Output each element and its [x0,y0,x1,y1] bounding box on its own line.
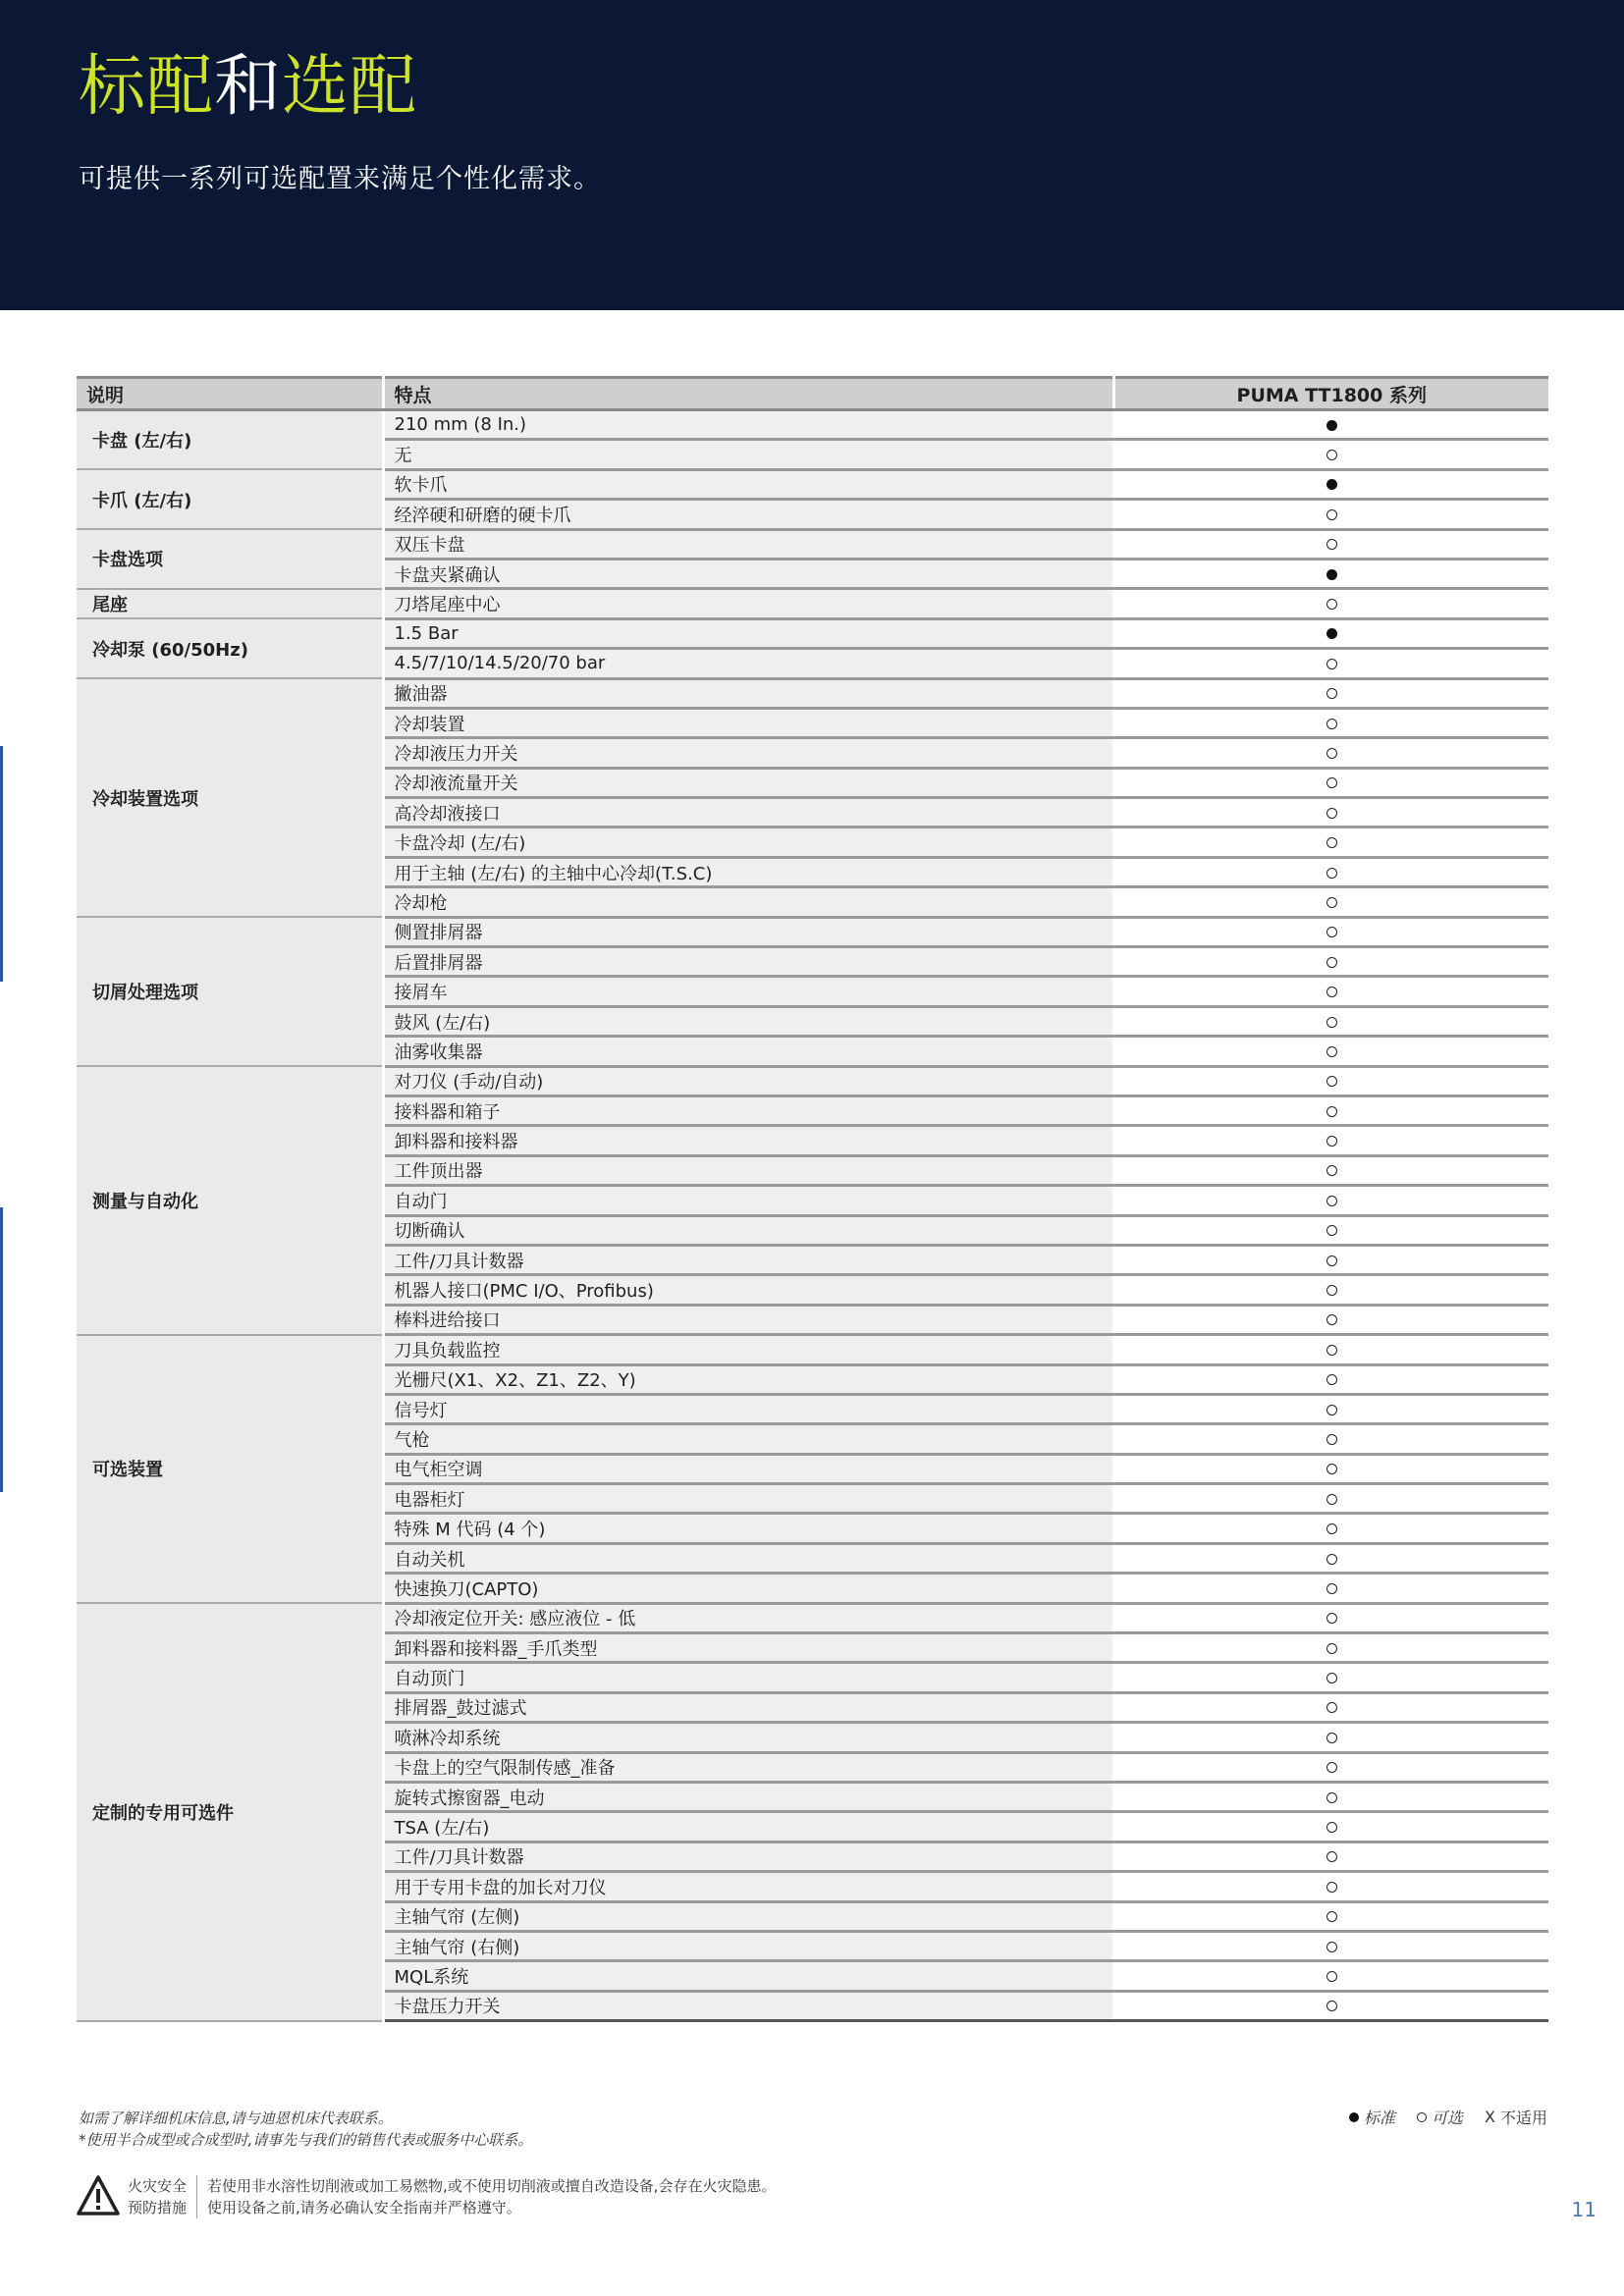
feature-cell: 旋转式擦窗器_电动 [383,1782,1113,1811]
availability-cell [1113,798,1548,828]
optional-circle-icon [1326,777,1337,788]
optional-circle-icon [1326,1971,1337,1982]
standard-dot-icon [1326,479,1337,490]
optional-circle-icon [1326,1554,1337,1565]
feature-cell: 工件/刀具计数器 [383,1245,1113,1274]
feature-cell: 喷淋冷却系统 [383,1723,1113,1752]
optional-circle-icon [1326,1673,1337,1683]
optional-circle-icon [1326,688,1337,699]
feature-cell: 冷却装置 [383,708,1113,737]
availability-cell [1113,410,1548,440]
availability-cell [1113,1037,1548,1066]
optional-circle-icon [1326,539,1337,550]
group-label: 定制的专用可选件 [77,1603,383,2020]
feature-cell: 卸料器和接料器 [383,1126,1113,1155]
table-row [77,1066,1548,1095]
availability-cell [1113,1931,1548,1960]
availability-cell [1113,738,1548,768]
warning-label: 火灾安全 预防措施 [128,2175,197,2218]
feature-cell: 210 mm (8 In.) [383,410,1113,440]
feature-cell: 机器人接口(PMC I/O、Profibus) [383,1275,1113,1305]
open-circle-icon [1417,2112,1427,2122]
availability-cell [1113,1245,1548,1274]
page-title: 标配和选配 [79,48,418,126]
availability-cell [1113,1574,1548,1603]
feature-cell: 双压卡盘 [383,529,1113,559]
availability-cell [1113,1603,1548,1632]
table-body [77,410,1548,2021]
availability-cell [1113,440,1548,469]
table-row [77,917,1548,946]
availability-cell [1113,1842,1548,1871]
feature-cell: 主轴气帘 (左侧) [383,1901,1113,1931]
optional-circle-icon [1326,509,1337,520]
availability-cell [1113,887,1548,917]
optional-circle-icon [1326,1822,1337,1833]
table-row [77,589,1548,618]
optional-circle-icon [1326,1762,1337,1773]
optional-circle-icon [1326,1882,1337,1893]
edge-marker [0,1207,3,1492]
availability-cell [1113,1364,1548,1394]
group-label: 卡盘 (左/右) [77,410,383,470]
optional-circle-icon [1326,1911,1337,1922]
standard-dot-icon [1326,420,1337,431]
optional-circle-icon [1326,957,1337,968]
feature-cell: 刀具负载监控 [383,1335,1113,1364]
page-number: 11 [1571,2198,1597,2221]
feature-cell: 高冷却液接口 [383,798,1113,828]
optional-circle-icon [1326,1494,1337,1505]
availability-cell [1113,1215,1548,1245]
feature-cell: 对刀仪 (手动/自动) [383,1066,1113,1095]
group-label: 切屑处理选项 [77,917,383,1066]
optional-circle-icon [1326,719,1337,729]
availability-cell [1113,1155,1548,1185]
availability-cell [1113,559,1548,588]
feature-cell: 鼓风 (左/右) [383,1006,1113,1036]
feature-cell: 自动关机 [383,1543,1113,1573]
feature-cell: 电气柜空调 [383,1454,1113,1483]
optional-circle-icon [1326,837,1337,848]
column-header-feature: 特点 [383,378,1113,410]
optional-circle-icon [1326,1255,1337,1266]
availability-cell [1113,1692,1548,1722]
feature-cell: 光栅尺(X1、X2、Z1、Z2、Y) [383,1364,1113,1394]
legend-not-applicable: X 不适用 [1485,2108,1547,2127]
availability-cell [1113,1454,1548,1483]
feature-cell: 卡盘夹紧确认 [383,559,1113,588]
group-label: 尾座 [77,589,383,618]
group-label: 卡爪 (左/右) [77,469,383,529]
availability-cell [1113,500,1548,529]
availability-cell [1113,1126,1548,1155]
legend-standard: 标准 [1349,2106,1395,2128]
x-mark-icon: X [1485,2108,1495,2126]
optional-circle-icon [1326,868,1337,879]
optional-circle-icon [1326,2001,1337,2011]
optional-circle-icon [1326,1405,1337,1415]
optional-circle-icon [1326,1464,1337,1474]
optional-circle-icon [1326,1851,1337,1862]
optional-circle-icon [1326,1523,1337,1534]
optional-circle-icon [1326,1285,1337,1296]
availability-cell [1113,1633,1548,1663]
feature-cell: 快速换刀(CAPTO) [383,1574,1113,1603]
feature-cell: 后置排屑器 [383,947,1113,977]
optional-circle-icon [1326,1017,1337,1028]
optional-circle-icon [1326,987,1337,997]
availability-cell [1113,469,1548,499]
optional-circle-icon [1326,1643,1337,1654]
optional-circle-icon [1326,1374,1337,1385]
availability-cell [1113,917,1548,946]
feature-cell: 4.5/7/10/14.5/20/70 bar [383,649,1113,678]
optional-circle-icon [1326,1792,1337,1803]
availability-cell [1113,857,1548,886]
table-row [77,1335,1548,1364]
optional-circle-icon [1326,450,1337,460]
feature-cell: 主轴气帘 (右侧) [383,1931,1113,1960]
feature-cell: 电器柜灯 [383,1484,1113,1514]
standard-dot-icon [1326,628,1337,639]
group-label: 冷却泵 (60/50Hz) [77,618,383,678]
optional-circle-icon [1326,599,1337,610]
optional-circle-icon [1326,1076,1337,1087]
availability-cell [1113,768,1548,797]
feature-cell: 用于专用卡盘的加长对刀仪 [383,1872,1113,1901]
feature-cell: 信号灯 [383,1394,1113,1423]
optional-circle-icon [1326,1345,1337,1356]
feature-cell: 撇油器 [383,678,1113,708]
availability-cell [1113,1514,1548,1543]
availability-cell [1113,947,1548,977]
availability-cell [1113,1782,1548,1811]
availability-cell [1113,977,1548,1006]
availability-cell [1113,1394,1548,1423]
optional-circle-icon [1326,1942,1337,1952]
availability-cell [1113,1901,1548,1931]
note-coolant: *使用半合成型或合成型时,请事先与我们的销售代表或服务中心联系。 [79,2131,533,2149]
feature-cell: 无 [383,440,1113,469]
feature-cell: MQL系统 [383,1961,1113,1991]
table-header-row [77,378,1548,410]
page-subtitle: 可提供一系列可选配置来满足个性化需求。 [79,164,601,194]
feature-cell: 冷却液压力开关 [383,738,1113,768]
table-row [77,678,1548,708]
feature-cell: 软卡爪 [383,469,1113,499]
availability-cell [1113,1752,1548,1782]
availability-cell [1113,529,1548,559]
optional-circle-icon [1326,1165,1337,1176]
feature-cell: TSA (左/右) [383,1812,1113,1842]
optional-circle-icon [1326,1196,1337,1206]
options-table [77,376,1548,2022]
feature-cell: 接屑车 [383,977,1113,1006]
table-row [77,1603,1548,1632]
feature-cell: 油雾收集器 [383,1037,1113,1066]
feature-cell: 工件/刀具计数器 [383,1842,1113,1871]
availability-cell [1113,589,1548,618]
feature-cell: 卡盘冷却 (左/右) [383,828,1113,857]
optional-circle-icon [1326,927,1337,937]
optional-circle-icon [1326,1434,1337,1445]
feature-cell: 棒料进给接口 [383,1305,1113,1334]
availability-cell [1113,1484,1548,1514]
optional-circle-icon [1326,808,1337,819]
warning-triangle-icon [77,2174,120,2217]
availability-cell [1113,1872,1548,1901]
feature-cell: 卸料器和接料器_手爪类型 [383,1633,1113,1663]
warning-text: 若使用非水溶性切削液或加工易燃物,或不使用切削液或擅自改造设备,会存在火灾隐患。 使用设备之前,请务必确认安全指南并严格遵守。 [207,2177,777,2216]
optional-circle-icon [1326,1106,1337,1117]
availability-cell [1113,649,1548,678]
availability-cell [1113,708,1548,737]
feature-cell: 自动顶门 [383,1663,1113,1692]
availability-cell [1113,1961,1548,1991]
availability-cell [1113,1275,1548,1305]
feature-cell: 卡盘上的空气限制传感_准备 [383,1752,1113,1782]
availability-cell [1113,618,1548,648]
availability-cell [1113,1006,1548,1036]
availability-cell [1113,1812,1548,1842]
feature-cell: 冷却枪 [383,887,1113,917]
optional-circle-icon [1326,897,1337,908]
table-row [77,618,1548,648]
availability-cell [1113,1066,1548,1095]
feature-cell: 卡盘压力开关 [383,1991,1113,2020]
optional-circle-icon [1326,1583,1337,1594]
standard-dot-icon [1326,569,1337,580]
availability-cell [1113,1424,1548,1454]
availability-cell [1113,828,1548,857]
filled-dot-icon [1349,2112,1359,2122]
table-row [77,410,1548,440]
optional-circle-icon [1326,1314,1337,1325]
optional-circle-icon [1326,1136,1337,1147]
availability-cell [1113,1543,1548,1573]
table-row [77,469,1548,499]
feature-cell: 冷却液流量开关 [383,768,1113,797]
feature-cell: 工件顶出器 [383,1155,1113,1185]
availability-cell [1113,1305,1548,1334]
note-contact: 如需了解详细机床信息,请与迪恩机床代表联系。 [79,2109,393,2127]
group-label: 测量与自动化 [77,1066,383,1335]
optional-circle-icon [1326,1702,1337,1713]
optional-circle-icon [1326,1225,1337,1236]
fire-safety-notice [77,2174,777,2218]
legend [1349,2106,1547,2128]
feature-cell: 侧置排屑器 [383,917,1113,946]
availability-cell [1113,1663,1548,1692]
group-label: 可选装置 [77,1335,383,1604]
availability-cell [1113,1095,1548,1125]
optional-circle-icon [1326,1733,1337,1743]
feature-cell: 用于主轴 (左/右) 的主轴中心冷却(T.S.C) [383,857,1113,886]
feature-cell: 排屑器_鼓过滤式 [383,1692,1113,1722]
optional-circle-icon [1326,659,1337,669]
group-label: 冷却装置选项 [77,678,383,917]
optional-circle-icon [1326,1046,1337,1057]
feature-cell: 切断确认 [383,1215,1113,1245]
edge-marker [0,746,3,982]
feature-cell: 接料器和箱子 [383,1095,1113,1125]
header-banner [0,0,1624,310]
group-label: 卡盘选项 [77,529,383,589]
feature-cell: 经淬硬和研磨的硬卡爪 [383,500,1113,529]
column-header-description: 说明 [77,378,383,410]
availability-cell [1113,1991,1548,2020]
legend-optional: 可选 [1417,2106,1463,2128]
feature-cell: 特殊 M 代码 (4 个) [383,1514,1113,1543]
feature-cell: 刀塔尾座中心 [383,589,1113,618]
optional-circle-icon [1326,748,1337,759]
feature-cell: 气枪 [383,1424,1113,1454]
feature-cell: 1.5 Bar [383,618,1113,648]
feature-cell: 冷却液定位开关: 感应液位 - 低 [383,1603,1113,1632]
optional-circle-icon [1326,1613,1337,1624]
availability-cell [1113,1335,1548,1364]
feature-cell: 自动门 [383,1186,1113,1215]
availability-cell [1113,1723,1548,1752]
column-header-model: PUMA TT1800 系列 [1113,378,1548,410]
availability-cell [1113,678,1548,708]
table-row [77,529,1548,559]
availability-cell [1113,1186,1548,1215]
